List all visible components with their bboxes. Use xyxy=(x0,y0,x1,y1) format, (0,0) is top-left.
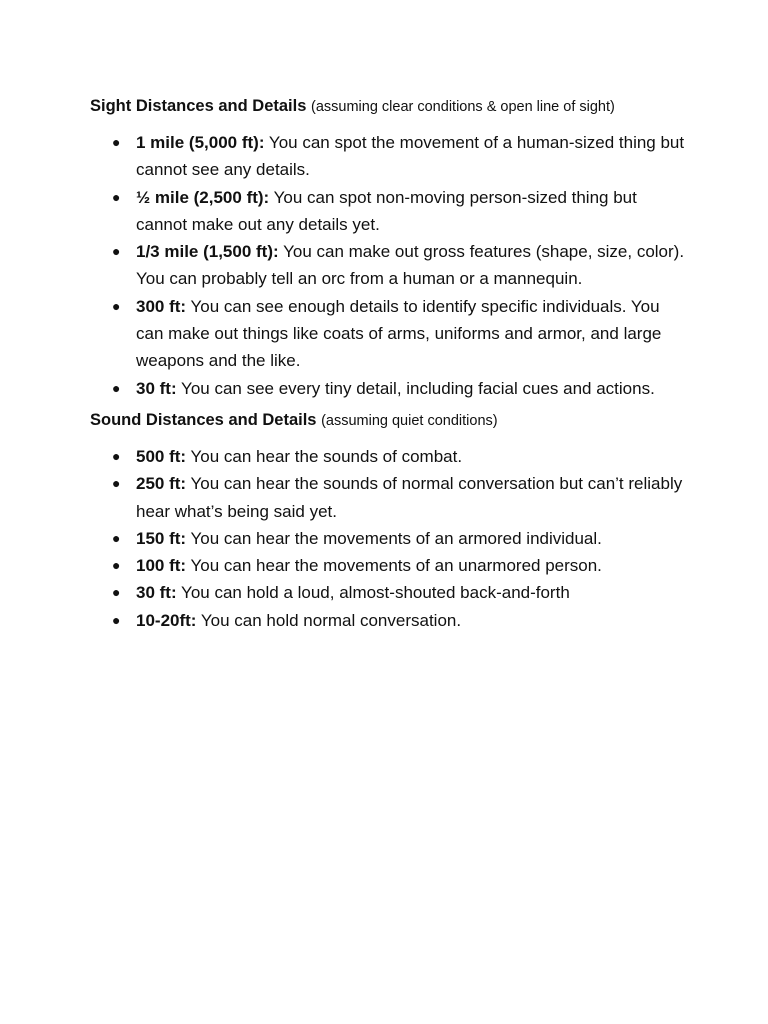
item-text: You can hold a loud, almost-shouted back-and-forth xyxy=(176,583,570,603)
sound-section-heading xyxy=(90,408,690,433)
bullet-icon: ● xyxy=(112,611,121,628)
bullet-icon: ● xyxy=(112,447,121,464)
list-item xyxy=(112,184,690,239)
sight-list xyxy=(90,129,690,402)
list-item xyxy=(112,607,690,634)
item-text: You can hear the movements of an armored individual. xyxy=(186,528,602,548)
item-label: ½ mile (2,500 ft): xyxy=(136,187,270,207)
item-label: 150 ft: xyxy=(136,528,187,548)
list-item xyxy=(112,470,690,525)
item-label: 10-20ft: xyxy=(136,610,197,630)
bullet-icon: ● xyxy=(112,379,121,396)
item-label: 500 ft: xyxy=(136,446,187,466)
list-item xyxy=(112,238,690,293)
list-item xyxy=(112,375,690,402)
item-label: 1 mile (5,000 ft): xyxy=(136,133,265,152)
bullet-icon: ● xyxy=(112,243,121,260)
sight-section-note: (assuming clear conditions & open line of sight) xyxy=(311,99,615,115)
item-label: 30 ft: xyxy=(136,583,177,603)
item-label: 250 ft: xyxy=(136,474,187,494)
item-text: You can hear the sounds of combat. xyxy=(186,446,463,466)
item-label: 100 ft: xyxy=(136,556,187,576)
item-text: You can make out gross features (shape, size, color). You can probably tell an orc from a human or a mannequin. xyxy=(136,242,685,289)
bullet-icon: ● xyxy=(112,297,121,314)
sound-section-title: Sound Distances and Details xyxy=(90,410,317,429)
list-item xyxy=(112,552,690,579)
list-item xyxy=(112,293,690,375)
list-item xyxy=(112,579,690,606)
list-item xyxy=(112,129,690,184)
item-text: You can spot the movement of a human-sized thing but cannot see any details. xyxy=(136,133,685,180)
item-label: 300 ft: xyxy=(136,296,187,316)
sight-section-heading xyxy=(90,94,690,119)
bullet-icon: ● xyxy=(112,557,121,574)
sound-list xyxy=(90,443,690,634)
item-text: You can hold normal conversation. xyxy=(196,610,462,630)
item-label: 1/3 mile (1,500 ft): xyxy=(136,242,279,262)
sound-section-note: (assuming quiet conditions) xyxy=(321,412,498,429)
bullet-icon: ● xyxy=(112,188,121,205)
bullet-icon: ● xyxy=(112,134,121,150)
list-item xyxy=(112,443,690,470)
bullet-icon: ● xyxy=(112,529,121,546)
item-label: 30 ft: xyxy=(136,378,177,398)
item-text: You can spot non-moving person-sized thing but cannot make out any details yet. xyxy=(136,187,637,234)
item-text: You can see enough details to identify specific individuals. You can make out things like coats of arms, uniforms and armor, and large weapons and the like. xyxy=(136,296,662,371)
item-text: You can hear the movements of an unarmored person. xyxy=(186,556,602,576)
document-page xyxy=(90,94,690,640)
item-text: You can hear the sounds of normal conversation but can’t reliably hear what’s being said yet. xyxy=(136,474,683,521)
sight-section-title: Sight Distances and Details xyxy=(90,97,307,115)
item-text: You can see every tiny detail, including facial cues and actions. xyxy=(176,378,655,398)
list-item xyxy=(112,525,690,552)
bullet-icon: ● xyxy=(112,475,121,492)
bullet-icon: ● xyxy=(112,584,121,601)
